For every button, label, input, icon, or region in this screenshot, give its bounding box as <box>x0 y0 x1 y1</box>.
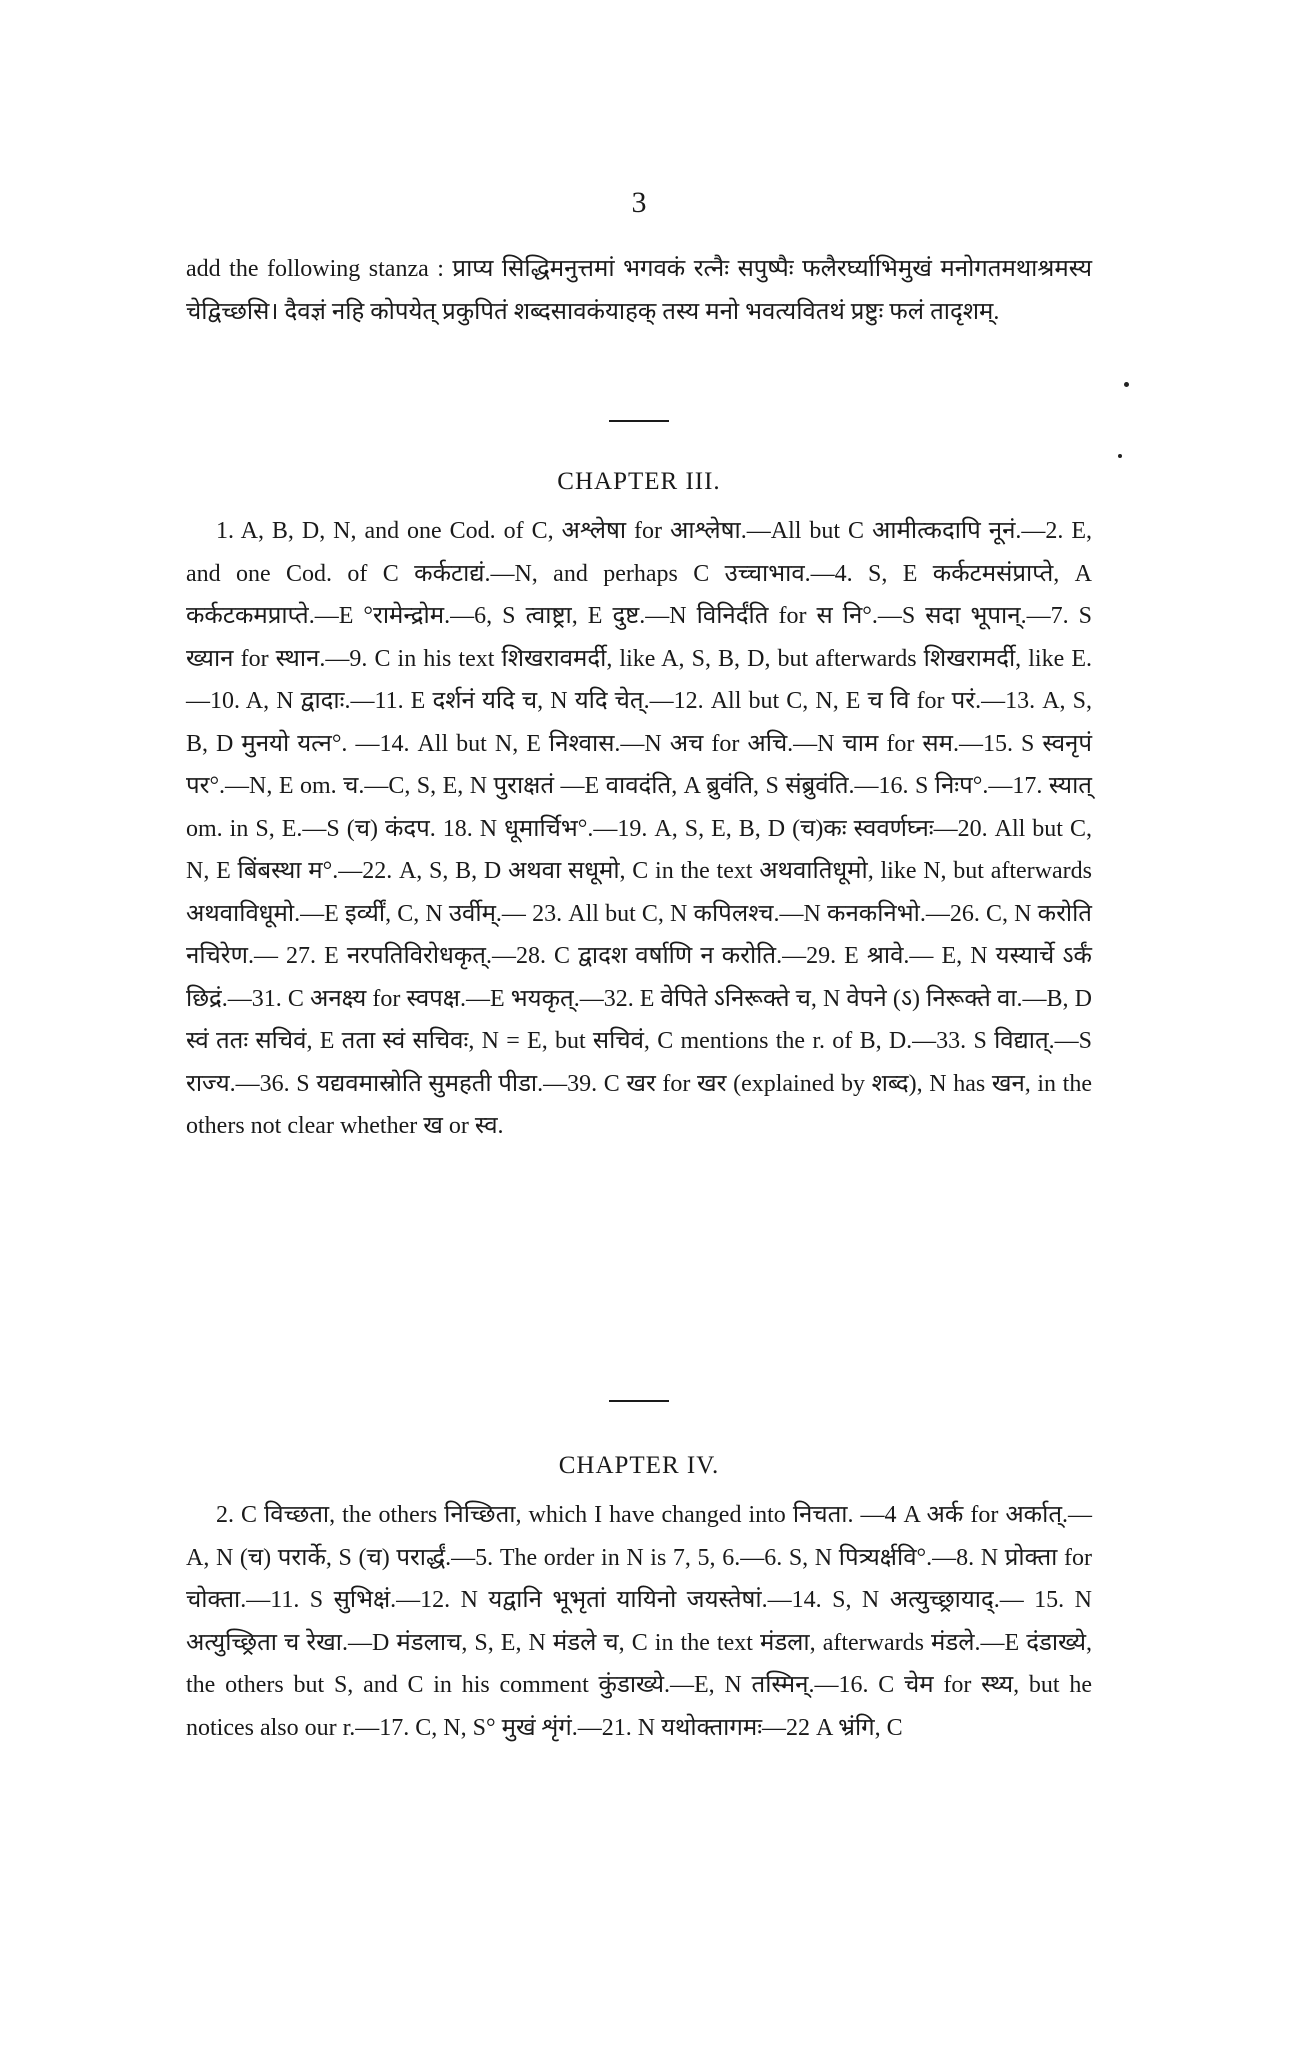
ink-speck <box>1118 454 1122 458</box>
chapter-heading: CHAPTER III. <box>557 468 721 495</box>
chapter-heading: CHAPTER IV. <box>558 1452 720 1479</box>
document-page <box>186 0 1092 2051</box>
page-number: 3 <box>631 186 647 219</box>
chapter-body: 2. C विच्छता, the others निच्छिता, which I have changed into निचता. —4 A अर्क for अर्कात्.—A, N (च) परार्के, S (च) परार्द्धं.—5. The order in N is 7, 5, 6.—6. S, N पित्र्यर्क्षवि°.—8. N प्रोक्ता for चोक्ता.—11. S सुभिक्षं.—12. N यद्वानि भूभृतां यायिनो जयस्तेषां.—14. S, N अत्युच्छ्रायाद्.— 15. N अत्युच्छ्रिता च रेखा.—D मंडलाच, S, E, N मंडले च, C in the text मंडला, afterwards मंडले.—E दंडाख्ये, the others but S, and C in his comment कुंडाख्ये.—E, N तस्मिन्.—16. C चेम for स्थ्य, but he notices also our r.—17. C, N, S° मुखं शृंगं.—21. N यथोक्तागमः—22 A भ्रंगि, C <box>186 1502 1092 1741</box>
chapter-body: 1. A, B, D, N, and one Cod. of C, अश्लेषा for आश्लेषा.—All but C आमीत्कदापि नूनं.—2. E, and one Cod. of C कर्कटाद्यं.—N, and perhaps C उच्चाभाव.—4. S, E कर्कटमसंप्राप्ते, A कर्कटकमप्राप्ते.—E °रामेन्द्रोम.—6, S त्वाष्ट्रा, E दुष्ट.—N विनिर्दंति for स नि°.—S सदा भूपान्.—7. S ख्यान for स्थान.—9. C in his text शिखरावमर्दी, like A, S, B, D, but afterwards शिखरामर्दी, like E.—10. A, N द्वादाः.—11. E दर्शनं यदि च, N यदि चेत्.—12. All but C, N, E च वि for परं.—13. A, S, B, D मुनयो यत्न°. —14. All but N, E निश्वास.—N अच for अचि.—N चाम for सम.—15. S स्वनृपं पर°.—N, E om. च.—C, S, E, N पुराक्षतं —E वावदंति, A ब्रुवंति, S संब्रुवंति.—16. S निःप°.—17. स्यात् om. in S, E.—S (च) कंदप. 18. N धूमार्चिभ°.—19. A, S, E, B, D (च)कः स्ववर्णघ्नः—20. All but C, N, E बिंबस्था म°.—22. A, S, B, D अथवा सधूमो, C in the text अथवातिधूमो, like N, but afterwards अथवाविधूमो.—E इर्व्यीं, C, N उर्वीम्.— 23. All but C, N कपिलश्च.—N कनकनिभो.—26. C, N करोति नचिरेण.— 27. E नरपतिविरोधकृत्.—28. C द्वादश वर्षाणि न करोति.—29. E श्रावे.— E, N यस्यार्चे ऽर्कं छिद्रं.—31. C अनक्ष्य for स्वपक्ष.—E भयकृत्.—32. E वेपिते ऽनिरूक्ते च, N वेपने (ऽ) निरूक्ते वा.—B, D स्वं ततः सचिवं, E तता स्वं सचिवः, N = E, but सचिवं, C mentions the r. of B, D.—33. S विद्यात्.—S राज्य.—36. S यद्यवमास्रोति सुमहती पीडा.—39. C खर for खर (explained by शब्द), N has खन, in the others not clear whether ख or स्व. <box>186 518 1092 1139</box>
intro-paragraph: add the following stanza : प्राप्य सिद्धिमनुत्तमां भगवकं रत्नैः सपुष्पैः फलैरर्घ्याभिमुखं मनोगतमथाश्रमस्य चेद्विच्छसि। दैवज्ञं नहि कोपयेत् प्रकुपितं शब्दसावकंयाहक् तस्य मनो भवत्यवितथं प्रष्टुः फलं तादृशम्. <box>186 256 1092 325</box>
ink-speck <box>1124 382 1129 387</box>
section-divider <box>609 1400 669 1402</box>
section-divider <box>609 420 669 422</box>
